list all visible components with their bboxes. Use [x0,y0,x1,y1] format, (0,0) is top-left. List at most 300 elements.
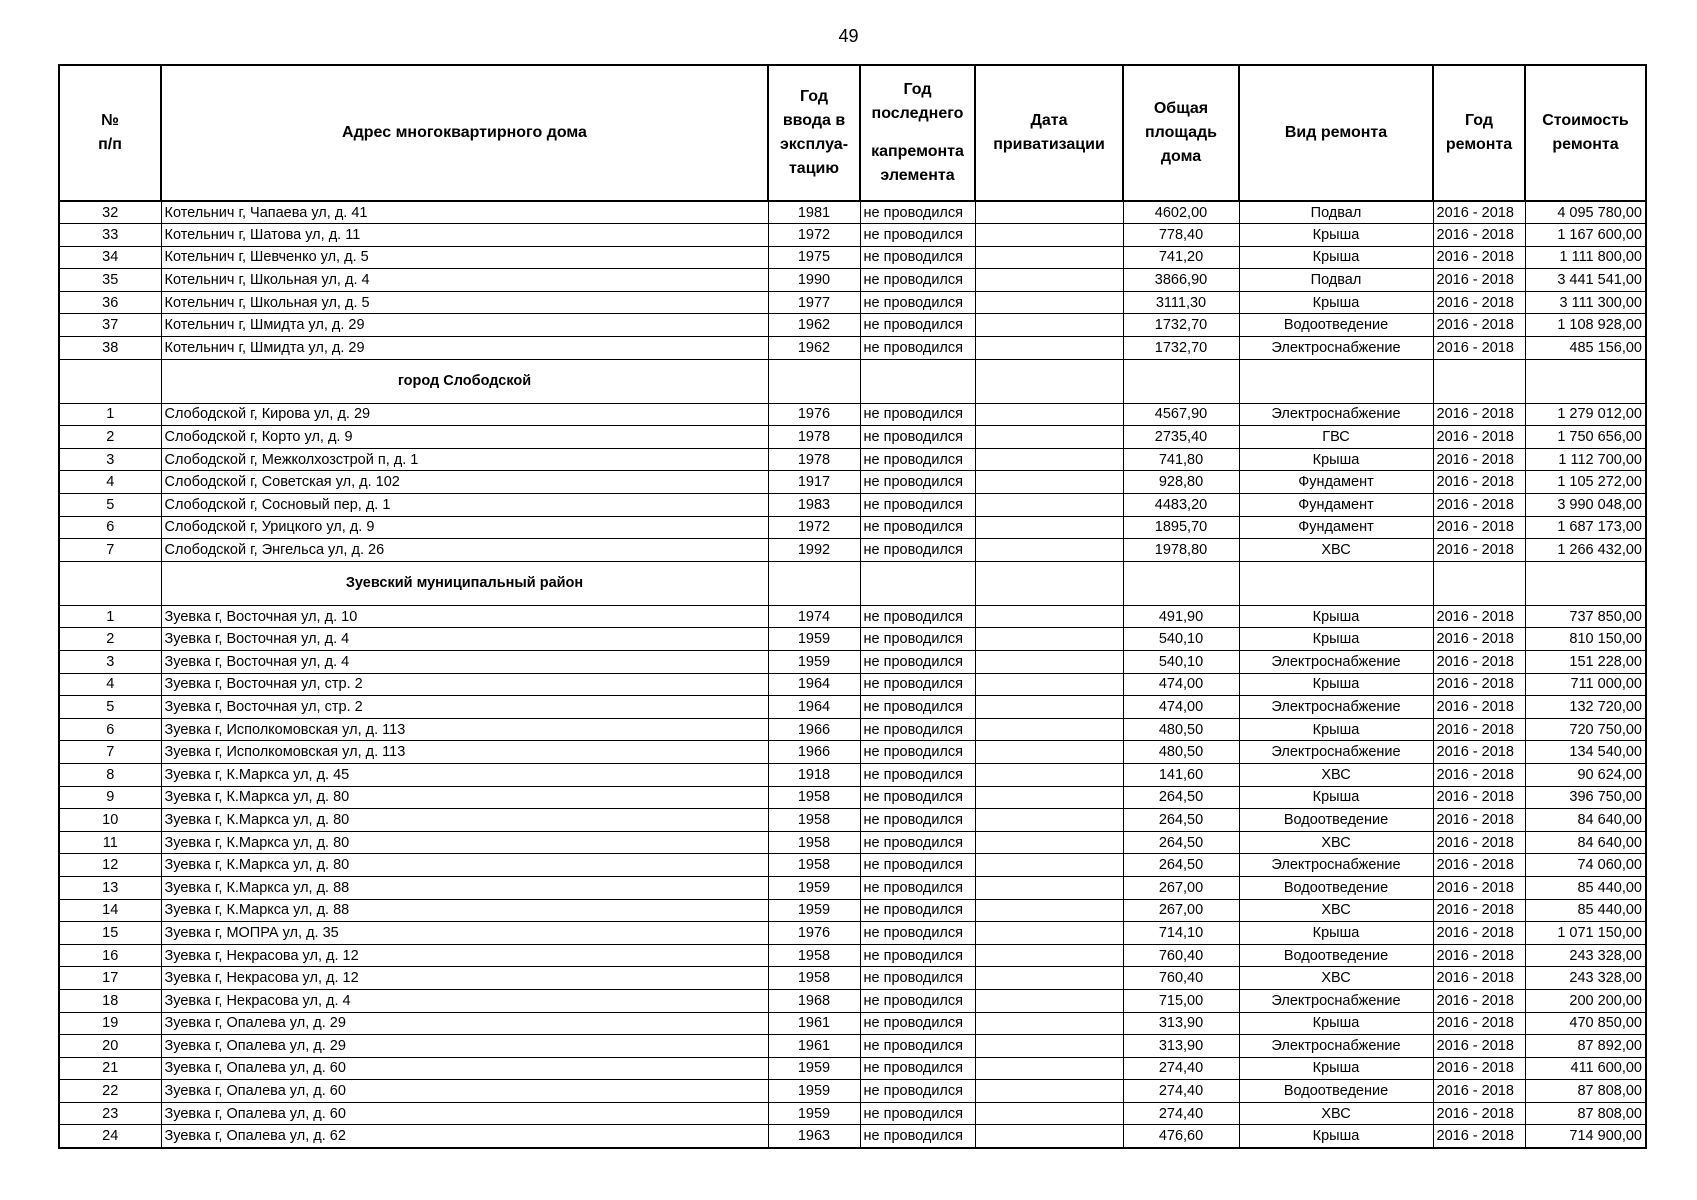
cell-year-built: 1975 [768,246,860,269]
header-repair-type: Вид ремонта [1239,65,1433,201]
cell-privatization [975,763,1123,786]
cell-address: Зуевка г, Исполкомовская ул, д. 113 [161,718,768,741]
cell-year-built: 1959 [768,1102,860,1125]
table-row [59,448,1646,471]
cell-repair-type: ХВС [1239,539,1433,562]
cell-privatization [975,899,1123,922]
cell-area: 274,40 [1123,1057,1239,1080]
cell-address: Зуевка г, Опалева ул, д. 29 [161,1012,768,1035]
cell-last-repair: не проводился [860,763,975,786]
cell-repair-type: Электроснабжение [1239,403,1433,426]
cell-privatization [975,876,1123,899]
cell-year-built: 1962 [768,337,860,360]
cell-last-repair: не проводился [860,831,975,854]
cell-year-built: 1992 [768,539,860,562]
header-cost: Стоимость ремонта [1525,65,1646,201]
table-row [59,1080,1646,1103]
cell-year-built: 1978 [768,426,860,449]
cell-cost: 1 108 928,00 [1525,314,1646,337]
cell-year-built: 1961 [768,1035,860,1058]
cell-area: 480,50 [1123,741,1239,764]
cell-num: 19 [59,1012,161,1035]
cell-year-built: 1962 [768,314,860,337]
cell-address: Зуевка г, К.Маркса ул, д. 80 [161,854,768,877]
cell-num: 9 [59,786,161,809]
cell-cost: 1 687 173,00 [1525,516,1646,539]
cell-address: Зуевка г, МОПРА ул, д. 35 [161,922,768,945]
cell-repair-year: 2016 - 2018 [1433,1012,1525,1035]
cell-address: Зуевка г, Некрасова ул, д. 4 [161,989,768,1012]
cell-last-repair: не проводился [860,291,975,314]
cell-last-repair: не проводился [860,314,975,337]
cell-repair-year: 2016 - 2018 [1433,876,1525,899]
cell-privatization [975,831,1123,854]
cell-last-repair: не проводился [860,337,975,360]
cell-repair-type: Электроснабжение [1239,696,1433,719]
cell-num: 24 [59,1125,161,1148]
cell-repair-type: Электроснабжение [1239,989,1433,1012]
cell-num: 10 [59,809,161,832]
cell-num: 3 [59,448,161,471]
cell-cost: 3 441 541,00 [1525,269,1646,292]
header-year-built: Год ввода в эксплуа- тацию [768,65,860,201]
cell-address: Котельнич г, Школьная ул, д. 4 [161,269,768,292]
cell-num: 7 [59,741,161,764]
cell-privatization [975,673,1123,696]
cell-area: 3111,30 [1123,291,1239,314]
cell-num: 37 [59,314,161,337]
cell-repair-type: Крыша [1239,1057,1433,1080]
cell-privatization [975,1035,1123,1058]
cell-privatization [975,967,1123,990]
cell-cost: 3 990 048,00 [1525,494,1646,517]
cell-area: 480,50 [1123,718,1239,741]
repair-table [58,64,1647,1149]
cell-repair-year: 2016 - 2018 [1433,516,1525,539]
table-body [59,201,1646,1148]
cell-address: Слободской г, Кирова ул, д. 29 [161,403,768,426]
cell-repair-year: 2016 - 2018 [1433,1125,1525,1148]
cell-repair-type: Электроснабжение [1239,651,1433,674]
section-empty-cell [1525,561,1646,605]
cell-num: 3 [59,651,161,674]
cell-area: 715,00 [1123,989,1239,1012]
section-empty-cell [975,359,1123,403]
table-row [59,628,1646,651]
cell-year-built: 1976 [768,403,860,426]
cell-num: 34 [59,246,161,269]
cell-num: 36 [59,291,161,314]
cell-last-repair: не проводился [860,809,975,832]
cell-last-repair: не проводился [860,1035,975,1058]
cell-cost: 411 600,00 [1525,1057,1646,1080]
cell-repair-year: 2016 - 2018 [1433,1080,1525,1103]
section-empty-cell [1433,561,1525,605]
cell-area: 741,80 [1123,448,1239,471]
cell-last-repair: не проводился [860,201,975,224]
cell-area: 274,40 [1123,1080,1239,1103]
cell-area: 1978,80 [1123,539,1239,562]
cell-year-built: 1958 [768,809,860,832]
cell-repair-year: 2016 - 2018 [1433,314,1525,337]
cell-repair-type: Водоотведение [1239,1080,1433,1103]
cell-last-repair: не проводился [860,718,975,741]
cell-area: 274,40 [1123,1102,1239,1125]
cell-repair-type: Крыша [1239,246,1433,269]
header-repair-year: Год ремонта [1433,65,1525,201]
cell-repair-year: 2016 - 2018 [1433,224,1525,247]
cell-num: 21 [59,1057,161,1080]
cell-cost: 87 808,00 [1525,1102,1646,1125]
cell-num: 7 [59,539,161,562]
cell-repair-type: Крыша [1239,718,1433,741]
cell-area: 474,00 [1123,696,1239,719]
cell-last-repair: не проводился [860,854,975,877]
table-row [59,876,1646,899]
cell-cost: 87 808,00 [1525,1080,1646,1103]
table-row [59,403,1646,426]
cell-repair-type: ХВС [1239,899,1433,922]
cell-privatization [975,403,1123,426]
cell-privatization [975,1125,1123,1148]
cell-area: 264,50 [1123,786,1239,809]
cell-privatization [975,651,1123,674]
cell-last-repair: не проводился [860,899,975,922]
cell-year-built: 1968 [768,989,860,1012]
table-row [59,1035,1646,1058]
cell-address: Зуевка г, Восточная ул, д. 10 [161,605,768,628]
cell-num: 18 [59,989,161,1012]
cell-last-repair: не проводился [860,922,975,945]
section-empty-cell [768,359,860,403]
cell-address: Зуевка г, Восточная ул, д. 4 [161,651,768,674]
cell-cost: 470 850,00 [1525,1012,1646,1035]
section-empty-cell [860,359,975,403]
cell-last-repair: не проводился [860,605,975,628]
table-header [59,65,1646,201]
cell-repair-type: ХВС [1239,763,1433,786]
table-row [59,516,1646,539]
cell-cost: 810 150,00 [1525,628,1646,651]
cell-cost: 1 112 700,00 [1525,448,1646,471]
section-empty-cell [1239,561,1433,605]
cell-repair-type: Крыша [1239,224,1433,247]
cell-repair-year: 2016 - 2018 [1433,786,1525,809]
cell-repair-type: ХВС [1239,831,1433,854]
table-row [59,809,1646,832]
section-empty-cell [975,561,1123,605]
cell-year-built: 1976 [768,922,860,945]
cell-area: 491,90 [1123,605,1239,628]
cell-repair-year: 2016 - 2018 [1433,809,1525,832]
cell-year-built: 1958 [768,854,860,877]
cell-num: 32 [59,201,161,224]
cell-year-built: 1958 [768,967,860,990]
cell-privatization [975,426,1123,449]
cell-cost: 85 440,00 [1525,899,1646,922]
cell-year-built: 1978 [768,448,860,471]
cell-area: 1732,70 [1123,337,1239,360]
section-empty-cell [59,561,161,605]
cell-privatization [975,1012,1123,1035]
cell-last-repair: не проводился [860,516,975,539]
cell-repair-year: 2016 - 2018 [1433,989,1525,1012]
section-empty-cell [1525,359,1646,403]
header-privatization: Дата приватизации [975,65,1123,201]
cell-num: 14 [59,899,161,922]
cell-privatization [975,314,1123,337]
cell-area: 1732,70 [1123,314,1239,337]
cell-privatization [975,786,1123,809]
cell-repair-year: 2016 - 2018 [1433,471,1525,494]
cell-cost: 1 111 800,00 [1525,246,1646,269]
cell-last-repair: не проводился [860,1012,975,1035]
cell-last-repair: не проводился [860,989,975,1012]
cell-repair-year: 2016 - 2018 [1433,1057,1525,1080]
cell-year-built: 1959 [768,1080,860,1103]
cell-last-repair: не проводился [860,246,975,269]
cell-num: 35 [59,269,161,292]
cell-privatization [975,989,1123,1012]
cell-cost: 74 060,00 [1525,854,1646,877]
header-num: № п/п [59,65,161,201]
cell-repair-type: Фундамент [1239,516,1433,539]
cell-address: Зуевка г, К.Маркса ул, д. 80 [161,786,768,809]
section-empty-cell [1239,359,1433,403]
cell-area: 4602,00 [1123,201,1239,224]
cell-area: 2735,40 [1123,426,1239,449]
cell-year-built: 1961 [768,1012,860,1035]
cell-cost: 84 640,00 [1525,831,1646,854]
table-row [59,651,1646,674]
cell-last-repair: не проводился [860,539,975,562]
cell-repair-type: Крыша [1239,291,1433,314]
cell-address: Слободской г, Советская ул, д. 102 [161,471,768,494]
cell-cost: 714 900,00 [1525,1125,1646,1148]
cell-privatization [975,246,1123,269]
cell-num: 1 [59,403,161,426]
cell-address: Слободской г, Корто ул, д. 9 [161,426,768,449]
section-empty-cell [768,561,860,605]
cell-last-repair: не проводился [860,876,975,899]
cell-privatization [975,809,1123,832]
cell-address: Котельнич г, Шмидта ул, д. 29 [161,337,768,360]
cell-repair-type: Водоотведение [1239,314,1433,337]
table-row [59,989,1646,1012]
cell-cost: 737 850,00 [1525,605,1646,628]
cell-area: 778,40 [1123,224,1239,247]
cell-num: 33 [59,224,161,247]
cell-repair-type: Подвал [1239,201,1433,224]
cell-repair-year: 2016 - 2018 [1433,696,1525,719]
cell-last-repair: не проводился [860,944,975,967]
header-last-repair: Год последнего капремонта элемента [860,65,975,201]
cell-repair-type: Крыша [1239,1012,1433,1035]
cell-repair-type: Электроснабжение [1239,854,1433,877]
cell-privatization [975,628,1123,651]
cell-repair-type: Подвал [1239,269,1433,292]
cell-privatization [975,696,1123,719]
cell-repair-type: ГВС [1239,426,1433,449]
cell-area: 267,00 [1123,899,1239,922]
header-area: Общая площадь дома [1123,65,1239,201]
cell-address: Котельнич г, Школьная ул, д. 5 [161,291,768,314]
cell-num: 1 [59,605,161,628]
cell-repair-year: 2016 - 2018 [1433,201,1525,224]
cell-repair-year: 2016 - 2018 [1433,831,1525,854]
table-row [59,1057,1646,1080]
cell-cost: 1 167 600,00 [1525,224,1646,247]
section-row [59,359,1646,403]
cell-privatization [975,539,1123,562]
cell-address: Зуевка г, Опалева ул, д. 60 [161,1080,768,1103]
table-row [59,426,1646,449]
cell-last-repair: не проводился [860,1057,975,1080]
cell-repair-type: Крыша [1239,1125,1433,1148]
cell-area: 264,50 [1123,854,1239,877]
cell-repair-year: 2016 - 2018 [1433,337,1525,360]
cell-address: Зуевка г, Некрасова ул, д. 12 [161,967,768,990]
cell-address: Зуевка г, Восточная ул, д. 4 [161,628,768,651]
cell-area: 3866,90 [1123,269,1239,292]
cell-repair-type: Крыша [1239,605,1433,628]
cell-year-built: 1958 [768,786,860,809]
cell-area: 540,10 [1123,651,1239,674]
table-row [59,944,1646,967]
cell-address: Котельнич г, Шатова ул, д. 11 [161,224,768,247]
cell-area: 540,10 [1123,628,1239,651]
cell-repair-year: 2016 - 2018 [1433,651,1525,674]
table-row [59,1012,1646,1035]
cell-area: 313,90 [1123,1035,1239,1058]
cell-last-repair: не проводился [860,741,975,764]
cell-year-built: 1918 [768,763,860,786]
cell-cost: 720 750,00 [1525,718,1646,741]
cell-num: 13 [59,876,161,899]
section-empty-cell [1123,561,1239,605]
cell-address: Котельнич г, Шевченко ул, д. 5 [161,246,768,269]
cell-year-built: 1958 [768,944,860,967]
table-row [59,763,1646,786]
cell-repair-year: 2016 - 2018 [1433,741,1525,764]
cell-address: Зуевка г, Опалева ул, д. 60 [161,1102,768,1125]
cell-repair-year: 2016 - 2018 [1433,605,1525,628]
cell-repair-year: 2016 - 2018 [1433,448,1525,471]
cell-year-built: 1981 [768,201,860,224]
header-address: Адрес многоквартирного дома [161,65,768,201]
cell-address: Слободской г, Энгельса ул, д. 26 [161,539,768,562]
cell-last-repair: не проводился [860,628,975,651]
cell-address: Слободской г, Сосновый пер, д. 1 [161,494,768,517]
table-row [59,494,1646,517]
table-row [59,673,1646,696]
cell-privatization [975,922,1123,945]
cell-cost: 1 105 272,00 [1525,471,1646,494]
cell-num: 5 [59,696,161,719]
cell-cost: 132 720,00 [1525,696,1646,719]
cell-repair-year: 2016 - 2018 [1433,291,1525,314]
cell-repair-year: 2016 - 2018 [1433,269,1525,292]
table-row [59,922,1646,945]
cell-privatization [975,201,1123,224]
cell-privatization [975,471,1123,494]
cell-num: 20 [59,1035,161,1058]
cell-repair-year: 2016 - 2018 [1433,539,1525,562]
cell-repair-year: 2016 - 2018 [1433,1102,1525,1125]
cell-repair-year: 2016 - 2018 [1433,673,1525,696]
cell-area: 476,60 [1123,1125,1239,1148]
cell-num: 6 [59,718,161,741]
cell-cost: 1 071 150,00 [1525,922,1646,945]
cell-num: 12 [59,854,161,877]
cell-repair-year: 2016 - 2018 [1433,854,1525,877]
cell-year-built: 1983 [768,494,860,517]
cell-repair-type: Крыша [1239,628,1433,651]
cell-num: 5 [59,494,161,517]
cell-area: 313,90 [1123,1012,1239,1035]
cell-last-repair: не проводился [860,403,975,426]
cell-address: Зуевка г, Восточная ул, стр. 2 [161,696,768,719]
table-row [59,605,1646,628]
cell-privatization [975,494,1123,517]
cell-repair-type: Фундамент [1239,494,1433,517]
cell-year-built: 1959 [768,1057,860,1080]
cell-privatization [975,1102,1123,1125]
cell-repair-type: ХВС [1239,1102,1433,1125]
cell-num: 4 [59,471,161,494]
cell-last-repair: не проводился [860,448,975,471]
cell-address: Котельнич г, Шмидта ул, д. 29 [161,314,768,337]
cell-privatization [975,1080,1123,1103]
section-empty-cell [1433,359,1525,403]
cell-privatization [975,718,1123,741]
cell-year-built: 1964 [768,673,860,696]
cell-num: 23 [59,1102,161,1125]
cell-repair-year: 2016 - 2018 [1433,494,1525,517]
table-row [59,246,1646,269]
cell-privatization [975,448,1123,471]
cell-repair-year: 2016 - 2018 [1433,246,1525,269]
section-row [59,561,1646,605]
cell-last-repair: не проводился [860,1102,975,1125]
table-row [59,831,1646,854]
cell-year-built: 1972 [768,516,860,539]
cell-cost: 134 540,00 [1525,741,1646,764]
cell-privatization [975,269,1123,292]
cell-cost: 90 624,00 [1525,763,1646,786]
cell-repair-year: 2016 - 2018 [1433,944,1525,967]
cell-area: 474,00 [1123,673,1239,696]
table-row [59,337,1646,360]
cell-address: Котельнич г, Чапаева ул, д. 41 [161,201,768,224]
cell-repair-type: Электроснабжение [1239,741,1433,764]
table-row [59,786,1646,809]
cell-cost: 485 156,00 [1525,337,1646,360]
cell-repair-year: 2016 - 2018 [1433,967,1525,990]
cell-repair-year: 2016 - 2018 [1433,763,1525,786]
table-row [59,1125,1646,1148]
cell-repair-type: Водоотведение [1239,944,1433,967]
cell-num: 22 [59,1080,161,1103]
cell-repair-type: Электроснабжение [1239,1035,1433,1058]
cell-repair-year: 2016 - 2018 [1433,899,1525,922]
cell-repair-type: Крыша [1239,673,1433,696]
cell-cost: 84 640,00 [1525,809,1646,832]
cell-year-built: 1963 [768,1125,860,1148]
cell-cost: 243 328,00 [1525,944,1646,967]
table-row [59,291,1646,314]
cell-area: 714,10 [1123,922,1239,945]
